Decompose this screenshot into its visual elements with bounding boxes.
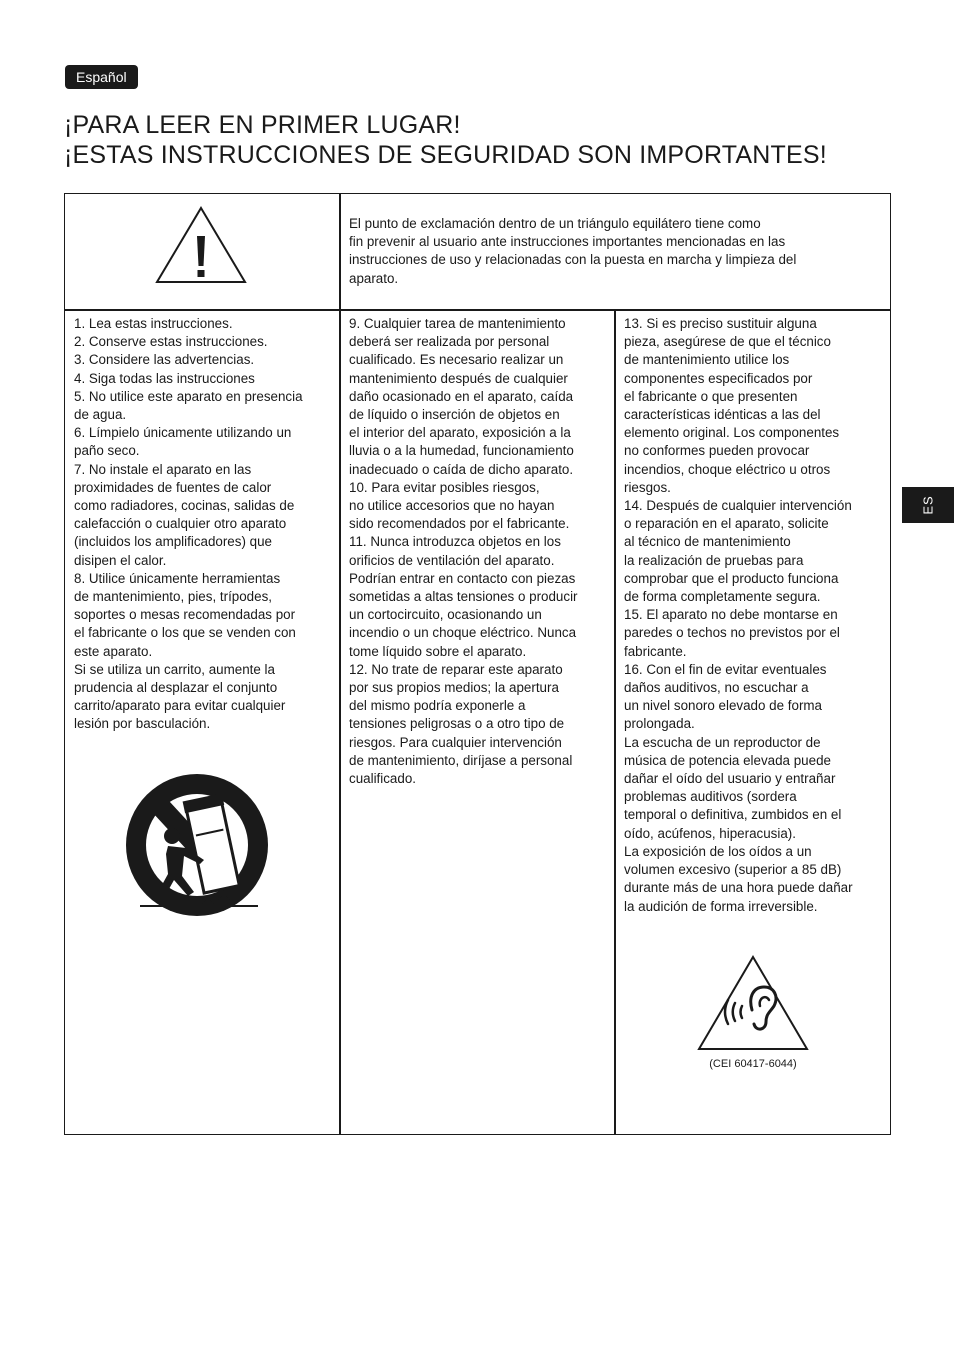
- table-divider: [614, 309, 616, 1135]
- title-line-1: ¡PARA LEER EN PRIMER LUGAR!: [64, 111, 461, 139]
- page-title: [64, 110, 827, 170]
- table-divider: [64, 309, 891, 311]
- instructions-column-2: 9. Cualquier tarea de mantenimiento deberá ser realizada por personal cualificado. Es necesario realizar un mantenimiento después de cualquier daño ocasionado en el aparato, caída de líquido o inserción de objetos en el interior del aparato, exposición a la lluvia o a la humedad, funcionamiento inadecuado o caída de dicho aparato. 10. Para evitar posibles riesgos, no utilice accesorios que no hayan sido recomendados por el fabricante. 11. Nunca introduzca objetos en los orificios de ventilación del aparato. Podrían entrar en contacto con piezas sometidas a altas tensiones o producir un cortocircuito, ocasionando un incendio o un choque eléctrico. Nunca tome líquido sobre el aparato. 12. No trate de reparar este aparato por sus propios medios; la apertura del mismo podría exponerle a tensiones peligrosas o a otro tipo de riesgos. Para cualquier intervención de mantenimiento, diríjase a personal cualificado.: [349, 316, 578, 787]
- table-divider: [339, 193, 341, 1135]
- intro-text: El punto de exclamación dentro de un triángulo equilátero tiene como fin prevenir al usuario ante instrucciones importantes mencionadas en las instrucciones de uso y relacionadas con la puesta en marcha y limpieza del aparato.: [349, 216, 797, 286]
- no-cart-tip-over-icon: [124, 772, 270, 918]
- exclamation-triangle-icon: [155, 206, 247, 284]
- instructions-column-3: 13. Si es preciso sustituir alguna pieza, asegúrese de que el técnico de mantenimiento utilice los componentes especificados por el fabricante o que presenten características idénticas a las del elemento original. Los componentes no conformes pueden provocar incendios, choque eléctrico u otros riesgos. 14. Después de cualquier intervención o reparación en el aparato, solicite al técnico de mantenimiento la realización de pruebas para comprobar que el producto funciona de forma completamente segura. 15. El aparato no debe montarse en paredes o techos no previstos por el fabricante. 16. Con el fin de evitar eventuales daños auditivos, no escuchar a un nivel sonoro elevado de forma prolongada. La escucha de un reproductor de música de potencia elevada puede dañar el oído del usuario y entrañar problemas auditivos (sordera temporal o definitiva, zumbidos en el oído, acúfenos, hiperacusia). La exposición de los oídos a un volumen excesivo (superior a 85 dB) durante más de una hora puede dañar la audición de forma irreversible.: [624, 316, 853, 914]
- hearing-warning-icon: [696, 954, 810, 1052]
- instructions-column-1: 1. Lea estas instrucciones. 2. Conserve estas instrucciones. 3. Considere las advertencias. 4. Siga todas las instrucciones 5. No utilice este aparato en presencia de agua. 6. Límpielo únicamente utilizando un paño seco. 7. No instale el aparato en las proximidades de fuentes de calor como radiadores, cocinas, salidas de calefacción o cualquier otro aparato (incluidos los amplificadores) que disipen el calor. 8. Utilice únicamente herramientas de mantenimiento, pies, trípodes, soportes o mesas recomendadas por el fabricante o los que se venden con este aparato. Si se utiliza un carrito, aumente la prudencia al desplazar el conjunto carrito/aparato para evitar cualquier lesión por basculación.: [74, 316, 303, 732]
- title-line-2: ¡ESTAS INSTRUCCIONES DE SEGURIDAD SON IMPORTANTES!: [64, 141, 827, 169]
- language-side-tab: [902, 487, 954, 523]
- side-tab-label: ES: [920, 495, 936, 515]
- language-badge: Español: [65, 65, 138, 89]
- cei-standard-label: (CEI 60417-6044): [709, 1058, 797, 1070]
